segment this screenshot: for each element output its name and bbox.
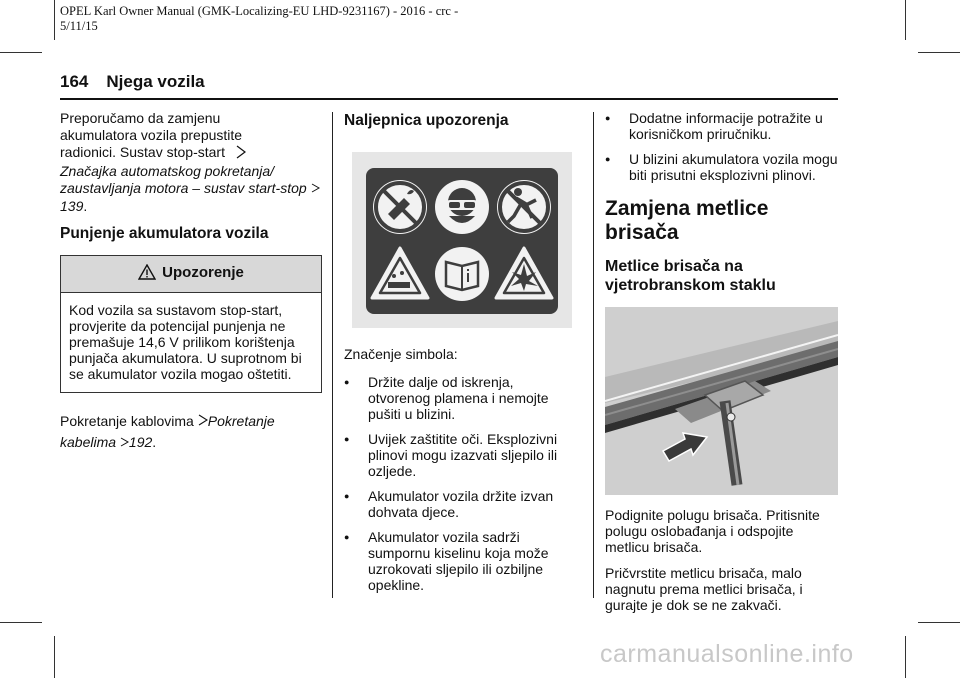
ref-arrow-icon	[120, 434, 129, 450]
intro-paragraph	[60, 110, 322, 215]
no-flame-icon	[373, 180, 427, 234]
warning-title: Upozorenje	[162, 264, 244, 281]
heading-wiper-replacement: Zamjena metlice brisača	[605, 197, 769, 244]
list-item: ● U blizini akumulatora vozila mogu biti prisutni eksplozivni plinovi.	[605, 151, 840, 183]
column-3	[605, 110, 840, 623]
keep-children-away-icon	[497, 180, 551, 234]
crop-mark	[905, 636, 906, 678]
jump-start-paragraph	[60, 411, 322, 453]
jump-ref-page[interactable]: 192	[128, 434, 153, 450]
ref-arrow-icon	[235, 145, 247, 163]
doc-line-2: 5/11/15	[60, 19, 98, 33]
warning-box	[60, 255, 322, 393]
warning-triangle-icon	[138, 264, 156, 284]
ref-arrow-icon	[311, 182, 320, 196]
heading-warning-label: Naljepnica upozorenja	[344, 112, 509, 129]
document-header	[60, 4, 458, 34]
jump-text: Pokretanje kablovima	[60, 413, 194, 429]
column-2	[344, 110, 576, 602]
subheading-windshield-wipers: Metlice brisača na vjetrobranskom staklu	[605, 258, 776, 294]
crop-mark	[918, 622, 960, 623]
crop-mark	[0, 52, 42, 53]
intro-line-1: Preporučamo da zamjenu	[60, 110, 221, 126]
jump-ref-link[interactable]: Pokretanje kabelima	[60, 413, 275, 450]
period: .	[83, 198, 88, 214]
column-divider	[332, 112, 333, 598]
intro-ref-link[interactable]: Značajka automatskog pokretanja/ zaustavljanja motora – sustav start-stop	[60, 163, 307, 196]
list-item: ● Uvijek zaštitite oči. Eksplozivni plinovi mogu izazvati sljepilo ili ozljede.	[344, 431, 576, 479]
crop-mark	[918, 52, 960, 53]
wiper-paragraph-2: Pričvrstite metlicu brisača, malo nagnutu prema metlici brisača, i gurajte je dok se ne zakvači.	[605, 565, 803, 613]
heading-charging: Punjenje akumulatora vozila	[60, 225, 269, 242]
symbols-intro: Značenje simbola:	[344, 346, 458, 362]
crop-mark	[54, 0, 55, 40]
doc-line-1: OPEL Karl Owner Manual (GMK-Localizing-EU LHD-9231167) - 2016 - crc -	[60, 4, 459, 18]
column-1	[60, 110, 322, 463]
warning-text: Kod vozila sa sustavom stop-start, provjerite da potencijal punjenja ne premašuje 14,6 V prilikom korištenja punjača akumulatora. U suprotnom bi se akumulator vozila mogao oštetiti.	[69, 302, 302, 382]
period: .	[152, 434, 157, 450]
crop-mark	[0, 622, 42, 623]
crop-mark	[54, 636, 55, 678]
intro-line-3: radionici. Sustav stop-start	[60, 144, 225, 160]
section-title: Njega vozila	[106, 72, 205, 91]
list-item: ● Akumulator vozila držite izvan dohvata djece.	[344, 488, 576, 520]
warning-header	[61, 256, 321, 293]
watermark: carmanualsonline.info	[600, 640, 854, 668]
header-rule	[60, 98, 838, 100]
wiper-paragraph-1: Podignite polugu brisača. Pritisnite polugu oslobađanja i odspojite metlicu brisača.	[605, 507, 820, 555]
read-manual-icon	[435, 247, 489, 301]
list-item: ● Dodatne informacije potražite u korisničkom priručniku.	[605, 110, 840, 142]
wiper-blade-image	[605, 307, 840, 495]
page-number: 164	[60, 72, 89, 91]
intro-ref-page[interactable]: 139	[60, 198, 84, 214]
symbols-list	[344, 374, 576, 593]
crop-mark	[905, 0, 906, 40]
list-item: ● Držite dalje od iskrenja, otvorenog plamena i nemojte pušiti u blizini.	[344, 374, 576, 422]
battery-warning-label-image	[352, 152, 576, 328]
column-divider	[593, 112, 594, 598]
ref-arrow-icon	[198, 413, 208, 429]
page-title	[60, 72, 223, 92]
intro-line-2: akumulatora vozila prepustite	[60, 127, 243, 143]
list-item: ● Akumulator vozila sadrži sumpornu kiselinu koja može uzrokovati sljepilo ili ozbiljne opekline.	[344, 529, 576, 593]
eye-protection-icon	[435, 180, 489, 234]
info-list	[605, 110, 840, 183]
